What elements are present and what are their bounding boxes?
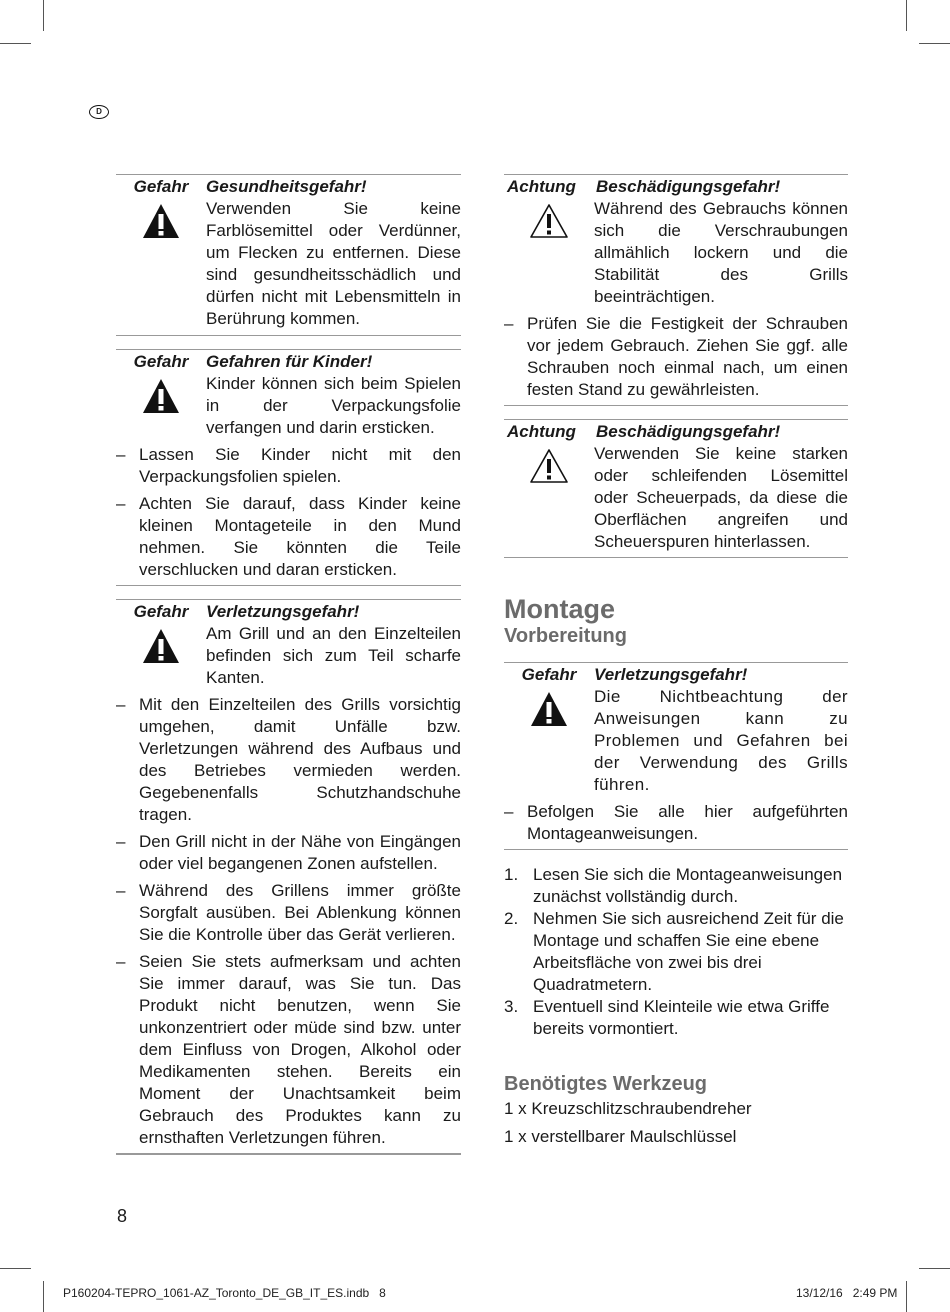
step-item: 1. Lesen Sie sich die Montageanweisungen zunächst vollständig durch. (504, 865, 843, 906)
divider (504, 849, 848, 850)
notice-title: Verletzungsgefahr! (206, 602, 360, 621)
notice-title: Gefahren für Kinder! (206, 352, 373, 371)
crop-mark (0, 43, 31, 44)
list-item: – Mit den Einzelteilen des Grills vorsichtig umgehen, damit Unfälle bzw. Verletzungen während des Aufbaus und des Betriebes vermieden werden. Gegebenenfalls Schutzhandschuhe tragen. (116, 695, 461, 824)
notice-prep-injury-hazard (504, 663, 848, 845)
notice-injury-hazard (116, 600, 461, 1149)
warning-filled-icon (504, 686, 594, 796)
notice-children-hazard (116, 350, 461, 581)
warning-outline-icon (504, 198, 594, 308)
tool-item: 1 x Kreuzschlitzschraubendreher (504, 1099, 752, 1118)
notice-text: Während des Gebrauchs können sich die Verschraubungen allmählich lockern und die Stabilität des Grills beeinträchtigen. (594, 199, 848, 306)
list-item: – Befolgen Sie alle hier aufgeführten Montageanweisungen. (504, 802, 848, 843)
warning-outline-icon (504, 443, 594, 553)
crop-mark (919, 43, 950, 44)
notice-title: Beschädigungsgefahr! (596, 177, 781, 196)
crop-mark (0, 1268, 31, 1269)
list-item: – Während des Grillens immer größte Sorgfalt ausüben. Bei Ablenkung können Sie die Kontrolle über das Gerät verlieren. (116, 881, 461, 944)
list-item: – Achten Sie darauf, dass Kinder keine kleinen Montageteile in den Mund nehmen. Sie könnten die Teile verschlucken und daran ersticken. (116, 494, 461, 579)
divider (116, 1153, 461, 1155)
notice-title: Verletzungsgefahr! (594, 665, 748, 684)
list-item: – Seien Sie stets aufmerksam und achten Sie immer darauf, was Sie tun. Das Produkt nicht benutzen, wenn Sie unkonzentriert oder müde sind bzw. unter dem Einfluss von Drogen, Alkohol oder Medikamenten stehen. Bereits ein Moment der Unachtsamkeit beim Gebrauch des Produktes kann zu ernsthaften Verletzungen führen. (116, 952, 461, 1147)
assembly-steps (504, 864, 848, 1040)
slug-timestamp: 13/12/16 2:49 PM (796, 1286, 898, 1300)
notice-kind: Gefahr (521, 665, 577, 684)
notice-kind: Gefahr (133, 352, 189, 371)
notice-kind: Gefahr (133, 177, 189, 196)
list-item: – Lassen Sie Kinder nicht mit den Verpackungsfolien spielen. (116, 445, 461, 486)
crop-mark (919, 1268, 950, 1269)
crop-mark (43, 0, 44, 31)
warning-filled-icon (116, 623, 206, 689)
right-column (504, 174, 848, 1154)
divider (504, 557, 848, 558)
list-item: – Den Grill nicht in der Nähe von Eingängen oder viel begangenen Zonen aufstellen. (116, 832, 461, 873)
notice-text: Verwenden Sie keine starken oder schleifenden Lösemittel oder Scheuerpads, da diese die Oberflächen angreifen und Scheuerspuren hinterlassen. (594, 444, 848, 551)
crop-mark (906, 0, 907, 31)
notice-text: Die Nichtbeachtung der Anweisungen kann zu Problemen und Gefahren bei der Verwendung des Grills führen. (594, 687, 848, 794)
notice-damage-hazard-loosening (504, 175, 848, 401)
list-item: – Prüfen Sie die Festigkeit der Schrauben vor jedem Gebrauch. Ziehen Sie ggf. alle Schrauben noch einmal nach, um einen festen Stand zu gewährleisten. (504, 314, 848, 399)
crop-mark (906, 1281, 907, 1312)
bullet-list (504, 801, 848, 845)
crop-mark (43, 1281, 44, 1312)
notice-kind: Achtung (507, 422, 576, 441)
notice-text: Kinder können sich beim Spielen in der Verpackungsfolie verfangen und darin ersticken. (206, 374, 461, 437)
left-column (116, 174, 461, 1155)
notice-title: Gesundheitsgefahr! (206, 177, 367, 196)
subsection-title: Vorbereitung (504, 625, 627, 647)
notice-kind: Achtung (507, 177, 576, 196)
warning-filled-icon (116, 198, 206, 330)
notice-kind: Gefahr (133, 602, 189, 621)
warning-filled-icon (116, 373, 206, 439)
bullet-list (116, 444, 461, 581)
notice-text: Am Grill und an den Einzelteilen befinden sich zum Teil scharfe Kanten. (206, 624, 461, 687)
language-badge: D (89, 105, 109, 119)
tools-title: Benötigtes Werkzeug (504, 1073, 707, 1095)
step-item: 3. Eventuell sind Kleinteile wie etwa Griffe bereits vormontiert. (504, 997, 830, 1038)
section-title: Montage (504, 594, 615, 624)
tool-item: 1 x verstellbarer Maulschlüssel (504, 1127, 737, 1146)
bullet-list (504, 313, 848, 401)
notice-health-hazard (116, 175, 461, 330)
notice-text: Verwenden Sie keine Farblösemittel oder Verdünner, um Flecken zu entfernen. Diese sind gesundheitsschädlich und dürfen nicht mit Lebensmitteln in Berührung kommen. (206, 199, 461, 328)
bullet-list (116, 694, 461, 1149)
slug-filename: P160204-TEPRO_1061-AZ_Toronto_DE_GB_IT_ES.indb 8 (63, 1286, 386, 1300)
notice-damage-hazard-solvents (504, 420, 848, 553)
page-number: 8 (117, 1206, 128, 1226)
step-item: 2. Nehmen Sie sich ausreichend Zeit für die Montage und schaffen Sie eine ebene Arbeitsfläche von zwei bis drei Quadratmetern. (504, 909, 844, 994)
notice-title: Beschädigungsgefahr! (596, 422, 781, 441)
